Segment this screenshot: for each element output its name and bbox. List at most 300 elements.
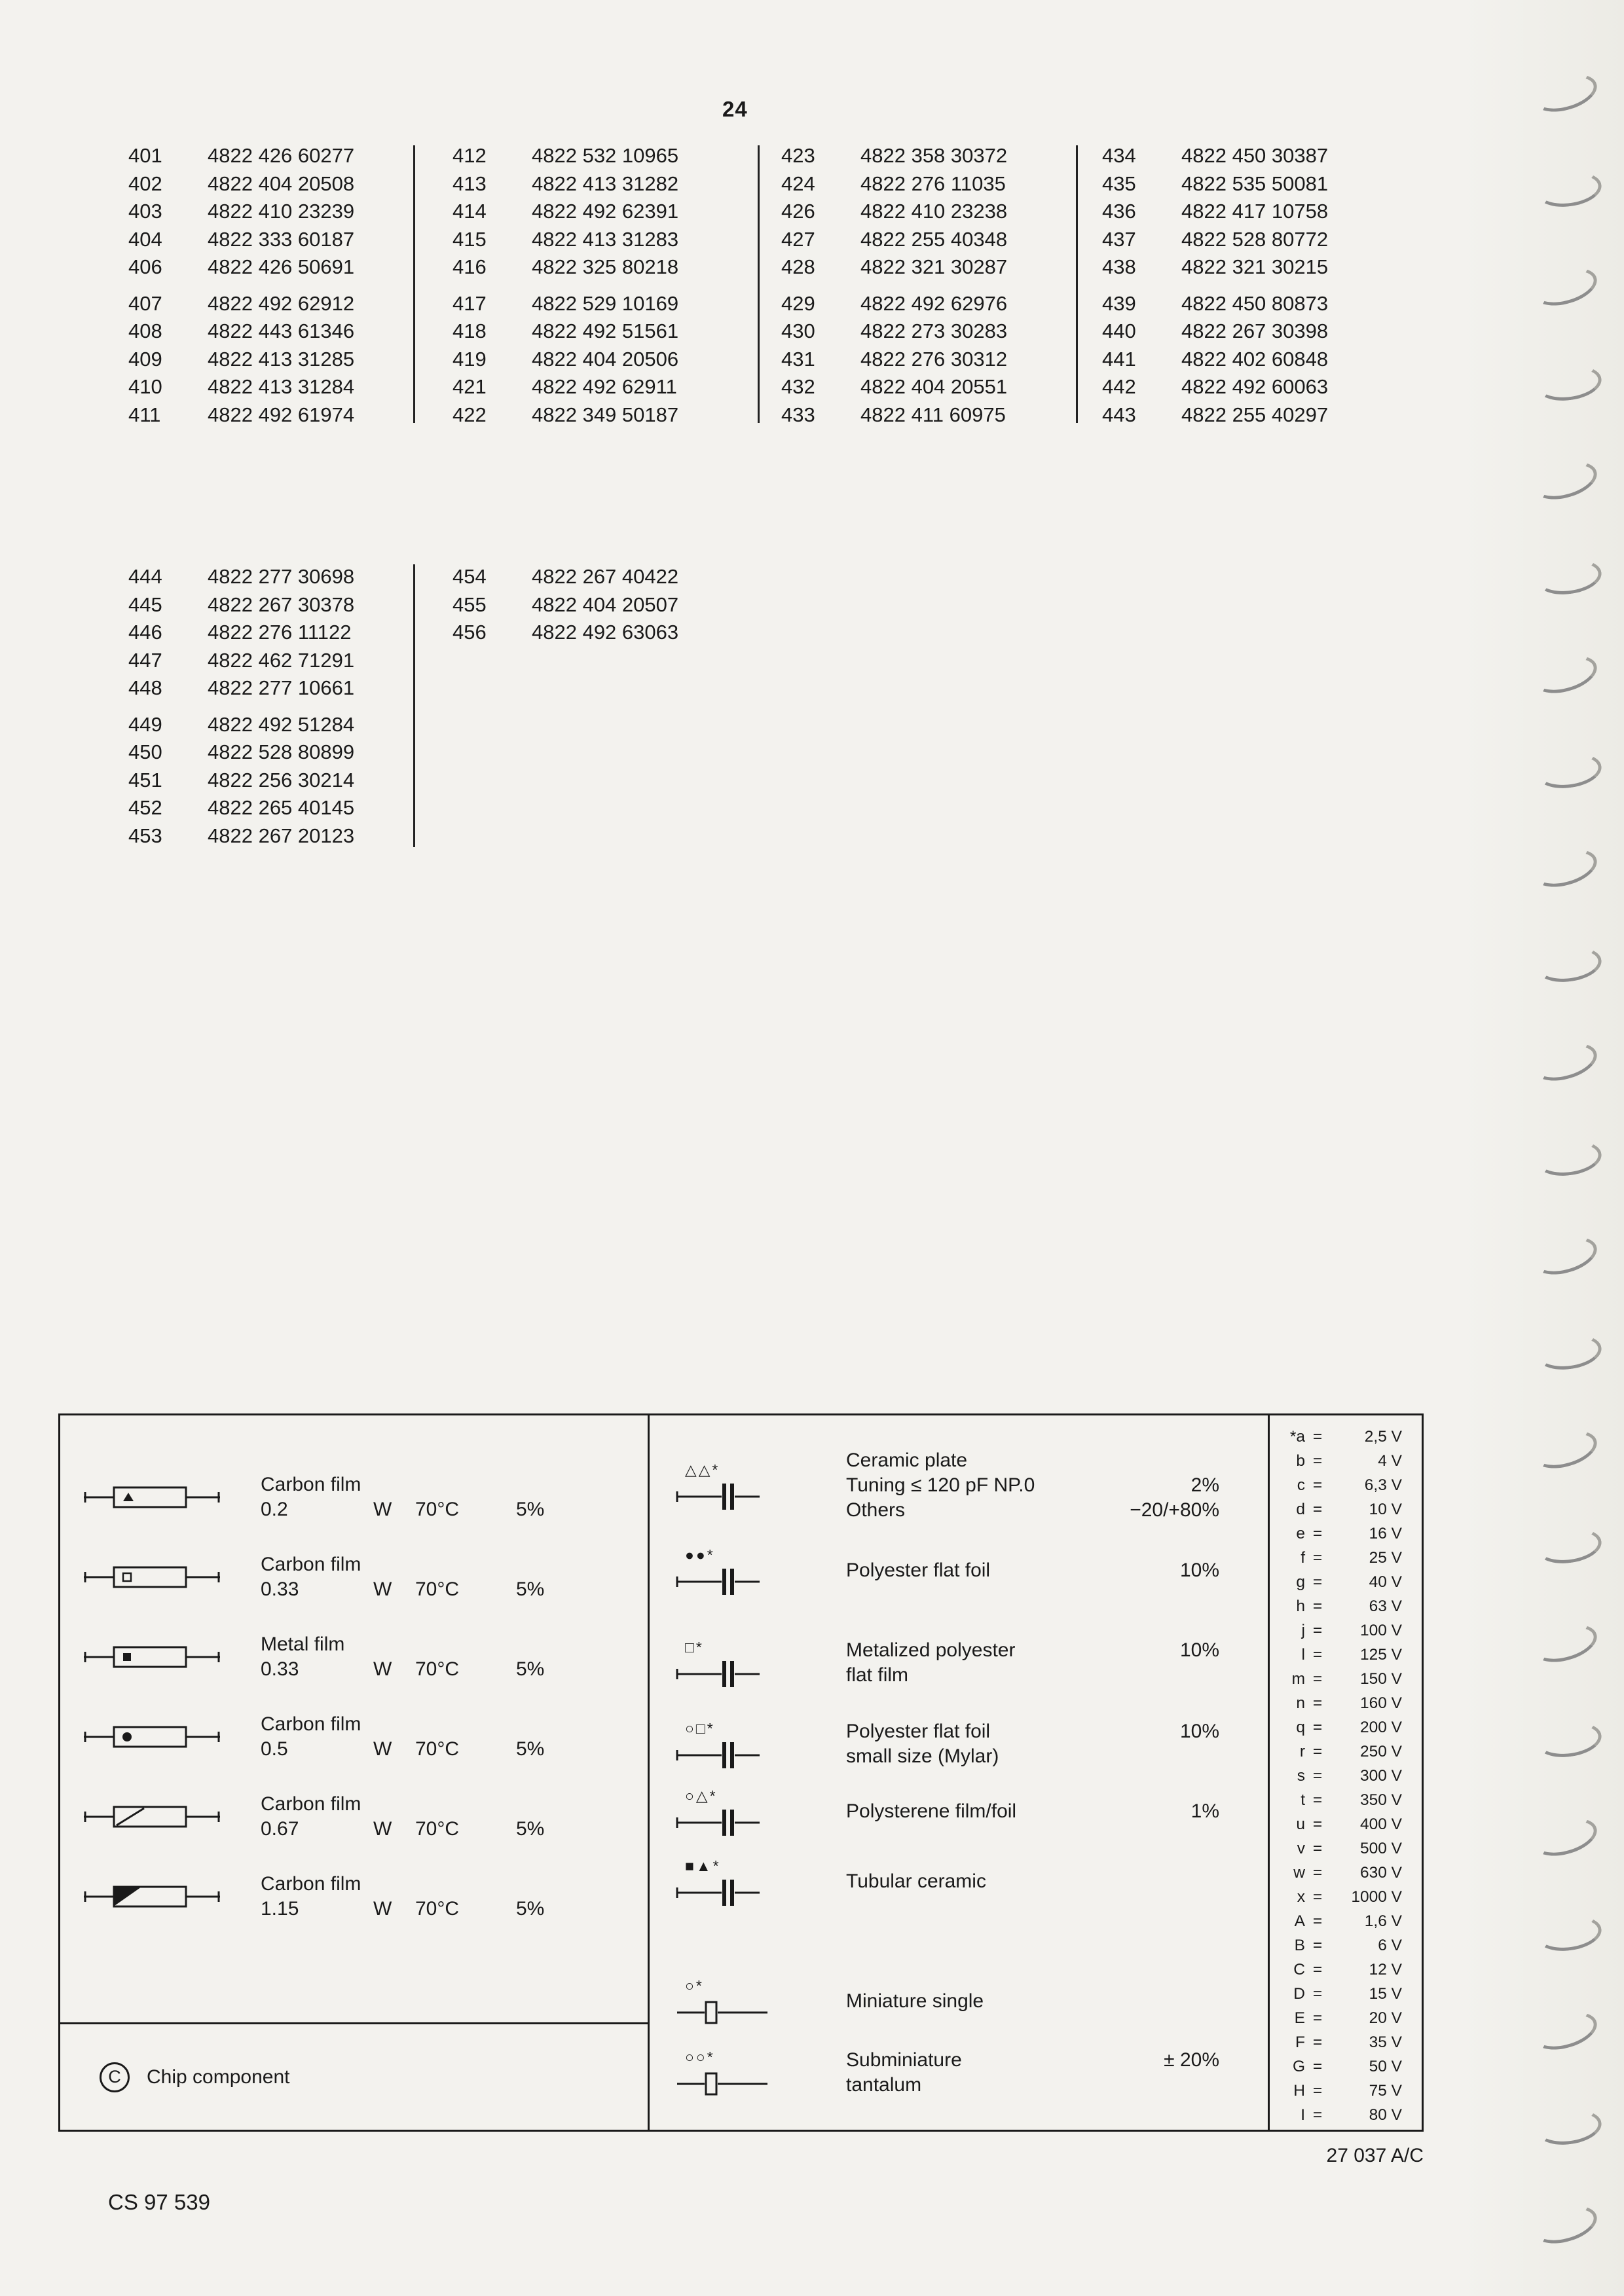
parts-row (452, 346, 741, 374)
capacitor-legend-text (846, 1448, 1268, 1523)
voltage-code-letter: m (1291, 1669, 1305, 1688)
resistor-wattage: 0.33 (261, 1578, 299, 1600)
drawing-code: 27 037 A/C (1326, 2145, 1424, 2166)
voltage-code-letter: e (1296, 1524, 1305, 1542)
part-code: 4822 535 50081 (1181, 172, 1329, 195)
part-code: 4822 411 60975 (860, 403, 1006, 426)
equals-sign: = (1312, 1500, 1323, 1518)
parts-row (1102, 253, 1390, 282)
part-position: 435 (1102, 172, 1136, 195)
voltage-value: 10 V (1369, 1500, 1402, 1518)
voltage-code-row (1270, 2030, 1422, 2054)
voltage-value: 75 V (1369, 2081, 1402, 2100)
chip-component-row (60, 2022, 648, 2130)
column-divider (413, 564, 415, 847)
capacitor-legend-text (846, 1638, 1268, 1688)
part-position: 410 (128, 375, 162, 399)
resistor-carbon-film-0-67w-icon (83, 1802, 261, 1831)
parts-row (128, 711, 416, 739)
voltage-code-panel (1270, 1415, 1422, 2130)
binding-hole-arc (1529, 1812, 1601, 1863)
voltage-code-row (1270, 1933, 1422, 1958)
parts-row (128, 563, 416, 591)
parts-row (128, 738, 416, 767)
part-position: 414 (452, 200, 487, 223)
part-position: 444 (128, 565, 162, 589)
parts-group (128, 142, 416, 282)
capacitor-tolerance (1121, 1744, 1219, 1769)
voltage-code-row (1270, 2103, 1422, 2127)
capacitor-name: flat film (846, 1664, 909, 1686)
voltage-value: 20 V (1369, 2009, 1402, 2027)
voltage-value: 40 V (1369, 1573, 1402, 1591)
parts-row (128, 226, 416, 254)
resistor-legend-item (60, 1537, 648, 1617)
voltage-value: 1000 V (1351, 1887, 1402, 1906)
part-position: 406 (128, 255, 162, 279)
voltage-code-row (1270, 1570, 1422, 1594)
voltage-code-letter: x (1297, 1887, 1305, 1906)
voltage-value: 300 V (1359, 1766, 1402, 1785)
equals-sign: = (1312, 1621, 1323, 1639)
page-number: 24 (722, 97, 748, 121)
parts-row (128, 290, 416, 318)
capacitor-name: Subminiature (846, 2049, 962, 2071)
resistor-temp: 70°C (415, 1499, 460, 1520)
part-position: 407 (128, 291, 162, 315)
resistor-carbon-film-0-5w-icon (83, 1722, 261, 1751)
part-position: 452 (128, 796, 162, 820)
parts-group (781, 142, 1069, 282)
voltage-code-letter: v (1297, 1839, 1305, 1857)
part-position: 453 (128, 824, 162, 847)
part-code: 4822 426 60277 (208, 144, 355, 168)
voltage-code-letter: s (1297, 1766, 1305, 1785)
parts-row (128, 142, 416, 170)
resistor-tolerance: 5% (516, 1578, 545, 1600)
column-divider (413, 145, 415, 423)
part-code: 4822 276 11035 (860, 172, 1006, 195)
part-code: 4822 267 30378 (208, 592, 355, 616)
voltage-value: 150 V (1359, 1669, 1402, 1688)
part-position: 416 (452, 255, 487, 279)
part-code: 4822 321 30215 (1181, 255, 1329, 279)
part-code: 4822 256 30214 (208, 768, 355, 792)
capacitor-tolerance (1121, 2073, 1219, 2098)
capacitor-tolerance: ± 20% (1164, 2049, 1219, 2071)
parts-group (128, 711, 416, 850)
binding-hole-arc (1529, 67, 1601, 118)
voltage-code-row (1270, 2054, 1422, 2079)
capacitor-name: Others (846, 1499, 906, 1521)
voltage-code-letter: E (1294, 2009, 1305, 2027)
part-position: 437 (1102, 227, 1136, 251)
miniature-single-capacitor-icon (676, 1977, 846, 2026)
metalized-polyester-capacitor-icon (676, 1639, 846, 1687)
voltage-code-letter: G (1292, 2057, 1305, 2075)
parts-row (452, 290, 741, 318)
parts-row (452, 373, 741, 401)
voltage-code-letter: n (1296, 1694, 1305, 1712)
voltage-value: 100 V (1359, 1621, 1402, 1639)
part-code: 4822 321 30287 (860, 255, 1008, 279)
part-position: 404 (128, 227, 162, 251)
part-code: 4822 255 40348 (860, 227, 1008, 251)
part-position: 423 (781, 144, 815, 168)
part-code: 4822 349 50187 (532, 403, 679, 426)
part-code: 4822 404 20507 (532, 592, 679, 616)
voltage-value: 4 V (1378, 1451, 1402, 1470)
subminiature-tantalum-capacitor-icon (676, 2049, 846, 2097)
parts-row (1102, 346, 1390, 374)
part-code: 4822 402 60848 (1181, 347, 1329, 371)
resistor-tolerance: 5% (516, 1738, 545, 1760)
resistor-legend-text (261, 1472, 544, 1522)
part-code: 4822 410 23238 (860, 200, 1008, 223)
voltage-code-letter: H (1293, 2081, 1305, 2100)
parts-row (128, 794, 416, 822)
voltage-value: 63 V (1369, 1597, 1402, 1615)
parts-column-2 (452, 142, 741, 429)
capacitor-legend-text (846, 2048, 1268, 2098)
parts-group (1102, 142, 1390, 282)
part-position: 402 (128, 172, 162, 195)
parts-row (452, 198, 741, 226)
part-position: 419 (452, 347, 487, 371)
voltage-code-letter: *a (1289, 1427, 1305, 1446)
binding-hole-arc (1534, 1524, 1604, 1567)
parts-row (1102, 198, 1390, 226)
voltage-value: 1,6 V (1364, 1912, 1402, 1930)
part-position: 427 (781, 227, 815, 251)
part-code: 4822 255 40297 (1181, 403, 1329, 426)
chip-component-icon: C (100, 2062, 130, 2092)
parts-row (1102, 142, 1390, 170)
capacitor-name: Miniature single (846, 1990, 984, 2012)
voltage-code-letter: d (1296, 1500, 1305, 1518)
resistor-legend-text (261, 1792, 544, 1842)
binding-hole-arc (1534, 749, 1604, 792)
capacitor-marks: △△* (685, 1461, 720, 1478)
equals-sign: = (1312, 1524, 1323, 1542)
parts-group (128, 563, 416, 702)
part-position: 449 (128, 712, 162, 736)
parts-row (128, 346, 416, 374)
binding-hole-arc (1529, 2005, 1601, 2056)
voltage-code-row (1270, 1861, 1422, 1885)
capacitor-name: Polysterene film/foil (846, 1800, 1017, 1822)
equals-sign: = (1312, 1694, 1323, 1712)
capacitor-tolerance (1121, 1869, 1219, 1894)
part-position: 450 (128, 740, 162, 764)
part-position: 431 (781, 347, 815, 371)
voltage-value: 12 V (1369, 1960, 1402, 1978)
voltage-code-letter: l (1301, 1645, 1305, 1664)
resistor-wattage: 0.5 (261, 1738, 288, 1760)
part-position: 440 (1102, 319, 1136, 343)
equals-sign: = (1312, 1645, 1323, 1664)
equals-sign: = (1312, 1742, 1323, 1760)
binding-hole-arc (1534, 2105, 1604, 2148)
parts-row (452, 142, 741, 170)
binding-hole-arc (1529, 455, 1601, 506)
column-divider (1076, 145, 1078, 423)
part-code: 4822 532 10965 (532, 144, 679, 168)
binding-hole-arc (1529, 261, 1601, 312)
part-position: 409 (128, 347, 162, 371)
part-position: 454 (452, 565, 487, 589)
part-position: 424 (781, 172, 815, 195)
part-code: 4822 528 80899 (208, 740, 355, 764)
polysterene-film-foil-capacitor-icon (676, 1787, 846, 1836)
voltage-value: 630 V (1359, 1863, 1402, 1882)
capacitor-tolerance: 10% (1179, 1639, 1219, 1661)
resistor-name: Carbon film (261, 1873, 361, 1895)
capacitor-tolerance: 1% (1190, 1800, 1219, 1822)
parts-row (128, 198, 416, 226)
parts-group (1102, 290, 1390, 429)
capacitor-legend-item (650, 1638, 1268, 1688)
part-position: 413 (452, 172, 487, 195)
part-code: 4822 325 80218 (532, 255, 679, 279)
part-position: 412 (452, 144, 487, 168)
part-code: 4822 273 30283 (860, 319, 1008, 343)
binding-hole-arc (1534, 1912, 1604, 1954)
resistor-legend-item (60, 1617, 648, 1697)
voltage-value: 16 V (1369, 1524, 1402, 1542)
part-position: 441 (1102, 347, 1136, 371)
voltage-code-row (1270, 1812, 1422, 1836)
binding-hole-arc (1529, 1618, 1601, 1669)
resistor-temp: 70°C (415, 1898, 460, 1920)
part-code: 4822 450 80873 (1181, 291, 1329, 315)
part-code: 4822 413 31282 (532, 172, 679, 195)
voltage-value: 500 V (1359, 1839, 1402, 1857)
voltage-code-row (1270, 2006, 1422, 2030)
binding-hole-arc (1534, 168, 1604, 210)
voltage-value: 200 V (1359, 1718, 1402, 1736)
capacitor-name: Polyester flat foil (846, 1721, 991, 1742)
part-code: 4822 492 51561 (532, 319, 679, 343)
resistor-watt-unit: W (373, 1578, 392, 1600)
equals-sign: = (1312, 1427, 1323, 1446)
parts-row (128, 822, 416, 850)
binding-hole-arc (1529, 1036, 1601, 1087)
capacitor-marks: ○○* (685, 2049, 715, 2066)
equals-sign: = (1312, 2105, 1323, 2124)
capacitor-legend-item (650, 1977, 1268, 2026)
part-position: 415 (452, 227, 487, 251)
part-code: 4822 492 62911 (532, 375, 677, 399)
resistor-temp: 70°C (415, 1658, 460, 1680)
parts-row (781, 170, 1069, 198)
resistor-wattage: 0.33 (261, 1658, 299, 1680)
part-code: 4822 277 30698 (208, 565, 355, 589)
voltage-code-letter: B (1294, 1936, 1305, 1954)
voltage-code-row (1270, 1982, 1422, 2006)
part-position: 443 (1102, 403, 1136, 426)
part-code: 4822 528 80772 (1181, 227, 1329, 251)
binding-hole-arc (1534, 943, 1604, 985)
voltage-value: 80 V (1369, 2105, 1402, 2124)
equals-sign: = (1312, 1573, 1323, 1591)
part-position: 421 (452, 375, 487, 399)
equals-sign: = (1312, 1960, 1323, 1978)
equals-sign: = (1312, 1718, 1323, 1736)
capacitor-name: Polyester flat foil (846, 1559, 991, 1581)
voltage-code-letter: w (1293, 1863, 1305, 1882)
equals-sign: = (1312, 1669, 1323, 1688)
voltage-code-row (1270, 1425, 1422, 1449)
equals-sign: = (1312, 1984, 1323, 2003)
component-legend-box (58, 1413, 1424, 2132)
parts-group (452, 563, 741, 647)
resistor-carbon-film-0-2w-icon (83, 1483, 261, 1512)
voltage-code-row (1270, 1836, 1422, 1861)
capacitor-legend-text (846, 1989, 1268, 2014)
part-position: 445 (128, 592, 162, 616)
capacitor-tolerance (1121, 1448, 1219, 1473)
voltage-code-letter: t (1301, 1791, 1305, 1809)
voltage-code-letter: r (1299, 1742, 1305, 1760)
resistor-tolerance: 5% (516, 1499, 545, 1520)
capacitor-tolerance (1121, 1989, 1219, 2014)
part-position: 455 (452, 592, 487, 616)
binding-hole-arc (1529, 843, 1601, 894)
parts-column-5 (128, 563, 416, 850)
parts-row (452, 318, 741, 346)
part-code: 4822 443 61346 (208, 319, 355, 343)
capacitor-legend-item (650, 2048, 1268, 2098)
part-position: 438 (1102, 255, 1136, 279)
parts-group (128, 290, 416, 429)
capacitor-name: Metalized polyester (846, 1639, 1016, 1661)
part-code: 4822 492 51284 (208, 712, 355, 736)
part-position: 432 (781, 375, 815, 399)
binding-hole-arc (1534, 1137, 1604, 1179)
voltage-value: 2,5 V (1364, 1427, 1402, 1446)
voltage-code-row (1270, 1522, 1422, 1546)
part-position: 430 (781, 319, 815, 343)
part-code: 4822 462 71291 (208, 648, 355, 672)
capacitor-legend-text (846, 1799, 1268, 1824)
part-position: 447 (128, 648, 162, 672)
capacitor-marks: ○* (685, 1977, 704, 1994)
part-code: 4822 410 23239 (208, 200, 355, 223)
resistor-watt-unit: W (373, 1818, 392, 1840)
resistor-tolerance: 5% (516, 1818, 545, 1840)
part-position: 403 (128, 200, 162, 223)
part-position: 417 (452, 291, 487, 315)
resistor-legend-text (261, 1712, 544, 1762)
capacitor-legend-item (650, 1546, 1268, 1595)
equals-sign: = (1312, 1548, 1323, 1567)
document-code: CS 97 539 (108, 2190, 210, 2214)
voltage-value: 35 V (1369, 2033, 1402, 2051)
resistor-legend-item (60, 1697, 648, 1777)
parts-row (452, 170, 741, 198)
voltage-code-row (1270, 1885, 1422, 1909)
parts-row (781, 198, 1069, 226)
voltage-code-letter: j (1301, 1621, 1305, 1639)
capacitor-name: small size (Mylar) (846, 1745, 999, 1767)
voltage-value: 6,3 V (1364, 1476, 1402, 1494)
voltage-value: 6 V (1378, 1936, 1402, 1954)
parts-row (781, 318, 1069, 346)
part-code: 4822 265 40145 (208, 796, 355, 820)
part-position: 436 (1102, 200, 1136, 223)
parts-group (781, 290, 1069, 429)
part-code: 4822 404 20506 (532, 347, 679, 371)
binding-hole-arc (1529, 1424, 1601, 1475)
part-position: 434 (1102, 144, 1136, 168)
parts-row (1102, 226, 1390, 254)
binding-hole-arc (1529, 2199, 1601, 2250)
parts-row (128, 591, 416, 619)
part-position: 418 (452, 319, 487, 343)
resistor-tolerance: 5% (516, 1658, 545, 1680)
parts-row (781, 401, 1069, 429)
capacitor-tolerance: 10% (1179, 1559, 1219, 1581)
parts-row (452, 401, 741, 429)
part-position: 408 (128, 319, 162, 343)
binding-hole-arc (1534, 555, 1604, 598)
voltage-code-letter: I (1301, 2105, 1305, 2124)
binding-hole-arc (1534, 1330, 1604, 1373)
part-position: 429 (781, 291, 815, 315)
voltage-code-row (1270, 1497, 1422, 1522)
capacitor-legend-item (650, 1448, 1268, 1523)
voltage-code-row (1270, 1788, 1422, 1812)
parts-group (452, 290, 741, 429)
capacitor-legend-item (650, 1787, 1268, 1836)
parts-row (128, 647, 416, 675)
resistor-temp: 70°C (415, 1818, 460, 1840)
parts-row (128, 401, 416, 429)
voltage-code-row (1270, 2079, 1422, 2103)
voltage-value: 400 V (1359, 1815, 1402, 1833)
voltage-code-letter: C (1293, 1960, 1305, 1978)
resistor-legend-panel (60, 1415, 650, 2130)
chip-component-label: Chip component (147, 2066, 290, 2088)
voltage-code-row (1270, 1449, 1422, 1473)
equals-sign: = (1312, 1766, 1323, 1785)
equals-sign: = (1312, 1863, 1323, 1882)
parts-row (128, 674, 416, 702)
part-position: 442 (1102, 375, 1136, 399)
binding-hole-arc (1534, 361, 1604, 404)
resistor-carbon-film-0-33w-icon (83, 1563, 261, 1592)
capacitor-tolerance: 10% (1179, 1721, 1219, 1742)
column-divider (758, 145, 760, 423)
binding-hole-arc (1534, 1718, 1604, 1760)
parts-row (128, 318, 416, 346)
part-code: 4822 333 60187 (208, 227, 355, 251)
parts-row (781, 290, 1069, 318)
part-position: 446 (128, 621, 162, 644)
equals-sign: = (1312, 1887, 1323, 1906)
voltage-code-letter: F (1295, 2033, 1305, 2051)
part-code: 4822 492 61974 (208, 403, 355, 426)
voltage-value: 50 V (1369, 2057, 1402, 2075)
resistor-legend-text (261, 1552, 544, 1602)
parts-row (452, 619, 741, 647)
part-code: 4822 413 31284 (208, 375, 355, 399)
resistor-legend-item (60, 1457, 648, 1537)
equals-sign: = (1312, 1451, 1323, 1470)
voltage-code-letter: D (1293, 1984, 1305, 2003)
equals-sign: = (1312, 1936, 1323, 1954)
